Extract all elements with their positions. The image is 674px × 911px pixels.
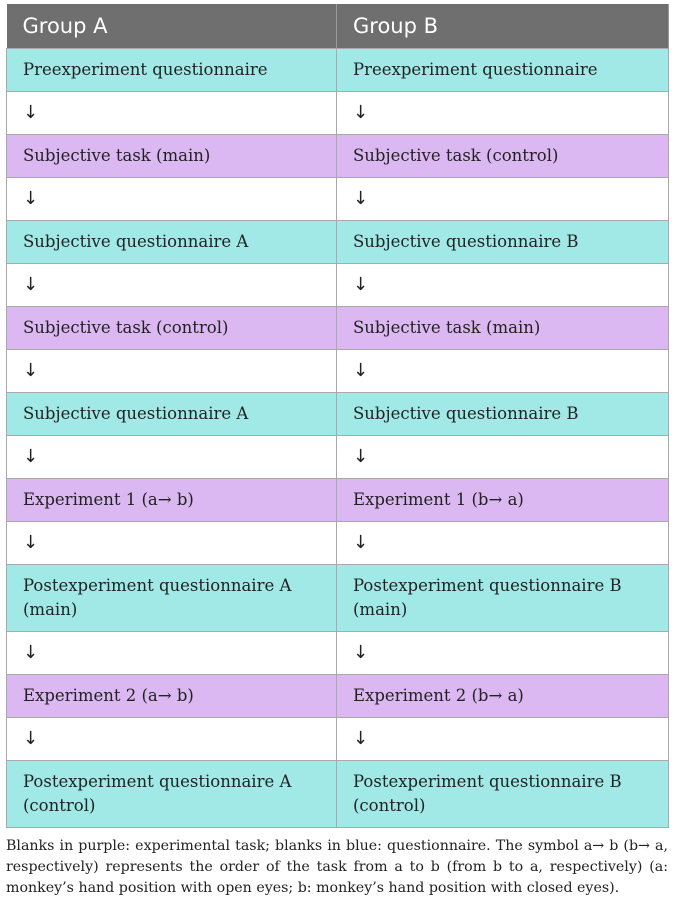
table-row — [7, 92, 669, 135]
table-row — [7, 675, 669, 718]
cell-group-a: Experiment 1 (a→ b) — [7, 479, 337, 522]
down-arrow-icon: ↓ — [337, 350, 669, 393]
down-arrow-icon: ↓ — [337, 264, 669, 307]
down-arrow-icon: ↓ — [7, 264, 337, 307]
table-row — [7, 221, 669, 264]
table-caption: Blanks in purple: experimental task; blanks in blue: questionnaire. The symbol a→ b (b→ a, respectively) represents the order of the task from a to b (from b to a, respectively) (a: monkey’s hand position with open eyes; b: monkey’s hand position with closed eyes). — [6, 838, 668, 896]
down-arrow-icon: ↓ — [7, 178, 337, 221]
table-row — [7, 436, 669, 479]
down-arrow-icon: ↓ — [7, 632, 337, 675]
down-arrow-icon: ↓ — [337, 718, 669, 761]
table-row — [7, 718, 669, 761]
protocol-table — [6, 4, 669, 828]
header-group-a: Group A — [7, 4, 337, 49]
cell-group-b — [337, 761, 669, 828]
down-arrow-icon: ↓ — [337, 522, 669, 565]
cell-group-b: Subjective task (control) — [337, 135, 669, 178]
table-row — [7, 393, 669, 436]
cell-group-b — [337, 565, 669, 632]
cell-group-a: Subjective questionnaire A — [7, 393, 337, 436]
table-row — [7, 49, 669, 92]
down-arrow-icon: ↓ — [7, 718, 337, 761]
cell-line: (control) — [23, 796, 96, 815]
down-arrow-icon: ↓ — [7, 522, 337, 565]
cell-group-a — [7, 565, 337, 632]
cell-line: (main) — [353, 600, 408, 619]
down-arrow-icon: ↓ — [337, 178, 669, 221]
cell-group-b: Experiment 2 (b→ a) — [337, 675, 669, 718]
down-arrow-icon: ↓ — [337, 632, 669, 675]
table-row — [7, 632, 669, 675]
down-arrow-icon: ↓ — [7, 350, 337, 393]
cell-line: Postexperiment questionnaire B — [353, 772, 622, 791]
table-row — [7, 135, 669, 178]
cell-line: Postexperiment questionnaire B — [353, 576, 622, 595]
table-row — [7, 264, 669, 307]
cell-group-b: Subjective questionnaire B — [337, 393, 669, 436]
cell-line: (main) — [23, 600, 78, 619]
header-group-b: Group B — [337, 4, 669, 49]
cell-group-a — [7, 761, 337, 828]
cell-group-a: Preexperiment questionnaire — [7, 49, 337, 92]
table-row — [7, 350, 669, 393]
cell-group-b: Subjective questionnaire B — [337, 221, 669, 264]
down-arrow-icon: ↓ — [337, 436, 669, 479]
down-arrow-icon: ↓ — [337, 92, 669, 135]
cell-line: (control) — [353, 796, 426, 815]
table-row — [7, 565, 669, 632]
down-arrow-icon: ↓ — [7, 436, 337, 479]
table-row — [7, 522, 669, 565]
cell-group-a: Subjective task (control) — [7, 307, 337, 350]
cell-group-b: Subjective task (main) — [337, 307, 669, 350]
cell-line: Postexperiment questionnaire A — [23, 772, 292, 791]
cell-group-a: Subjective questionnaire A — [7, 221, 337, 264]
cell-group-a: Subjective task (main) — [7, 135, 337, 178]
cell-line: Postexperiment questionnaire A — [23, 576, 292, 595]
cell-group-b: Preexperiment questionnaire — [337, 49, 669, 92]
down-arrow-icon: ↓ — [7, 92, 337, 135]
cell-group-a: Experiment 2 (a→ b) — [7, 675, 337, 718]
cell-group-b: Experiment 1 (b→ a) — [337, 479, 669, 522]
table-row — [7, 307, 669, 350]
table-row — [7, 178, 669, 221]
table-row — [7, 761, 669, 828]
table-row — [7, 479, 669, 522]
header-row — [7, 4, 669, 49]
